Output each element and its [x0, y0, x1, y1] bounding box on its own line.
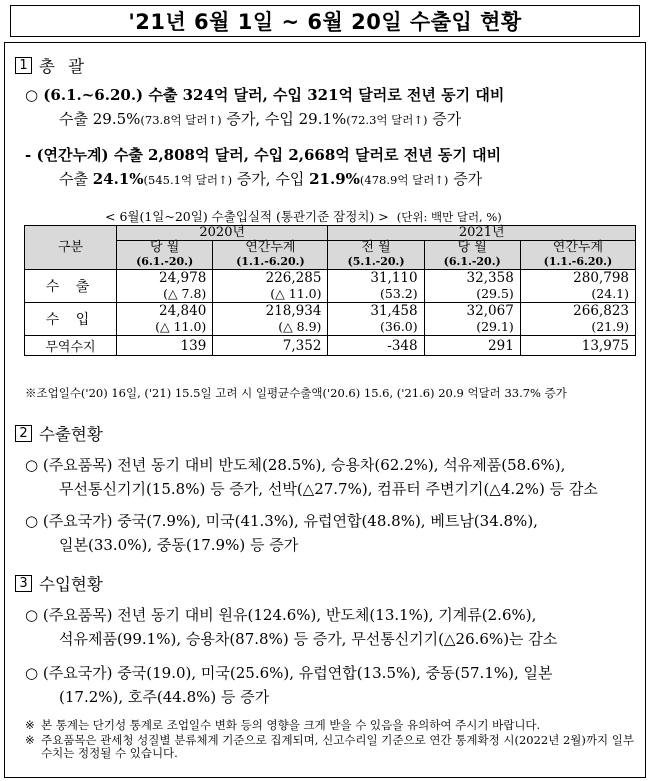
table-unit: (단위: 백만 달러, %) — [396, 210, 502, 224]
export-items-line1: ○ (주요품목) 전년 동기 대비 반도체(28.5%), 승용차(62.2%), 석유제품(58.6%), — [25, 456, 566, 474]
import-countries-line1: ○ (주요국가) 중국(19.0), 미국(25.6%), 유럽연합(13.5%), 중동(57.1%), 일본 — [25, 664, 553, 682]
table-row-balance — [25, 336, 636, 356]
table-cell: 31,458 (36.0) — [328, 303, 424, 336]
table-cell: 31,110 (53.2) — [328, 270, 424, 303]
export-countries-bullet — [25, 509, 637, 557]
summary-bullet-1 — [25, 83, 637, 132]
note-1 — [25, 719, 637, 732]
export-countries-line1: ○ (주요국가) 중국(7.9%), 미국(41.3%), 유럽연합(48.8%), 베트남(34.8%), — [25, 512, 538, 530]
import-countries-line2: (17.2%), 호주(44.8%) 등 증가 — [59, 688, 270, 706]
note-mark: ※ — [25, 718, 35, 732]
row-label-export: 수 출 — [25, 270, 117, 303]
col-2021-prev-month: 전 월 (5.1.-20.) — [328, 241, 424, 270]
table-header-2021: 2021년 — [328, 226, 636, 241]
table-caption — [105, 207, 645, 225]
cumulative-export-rate: 24.1% — [92, 170, 144, 188]
row-label-import: 수 입 — [25, 303, 117, 336]
section-3-number: 3 — [15, 575, 32, 592]
section-2-number: 2 — [15, 425, 32, 442]
table-cell: 218,934 (△ 8.9) — [213, 303, 328, 336]
table-row-import — [25, 303, 636, 336]
table-row-export — [25, 270, 636, 303]
export-items-line2: 무선통신기기(15.8%) 등 증가, 선박(△27.7%), 컴퓨터 주변기기(△4.2%) 등 감소 — [59, 480, 598, 498]
import-countries-bullet — [25, 661, 637, 709]
summary-bullet-1-line1: ○ (6.1.~6.20.) 수출 324억 달러, 수입 321억 달러로 전년 동기 대비 — [25, 86, 505, 104]
section-2-title: 수출현황 — [39, 425, 103, 444]
export-amount-note: (73.8억 달러↑) — [140, 113, 222, 127]
table-header-gubun: 구분 — [25, 226, 117, 270]
title-box — [10, 5, 640, 37]
increase-label: 증가 — [427, 110, 462, 128]
import-items-line1: ○ (주요품목) 전년 동기 대비 원유(124.6%), 반도체(13.1%), 기계류(2.6%), — [25, 606, 537, 624]
summary-bullet-2 — [25, 143, 637, 192]
table-cell: -348 — [328, 336, 424, 356]
working-days-footnote: ※조업일수('20) 16일, ('21) 15.5일 고려 시 일평균수출액('20.6) 15.6, ('21.6) 20.9 억달러 33.7% 증가 — [25, 386, 567, 400]
note-2 — [25, 734, 637, 760]
export-countries-line2: 일본(33.0%), 중동(17.9%) 등 증가 — [59, 536, 299, 554]
import-items-bullet — [25, 603, 637, 651]
cumulative-import-note: (478.9억 달러↑) — [359, 173, 449, 187]
table-header-2020: 2020년 — [117, 226, 328, 241]
import-rate: 증가, 수입 29.1% — [221, 110, 347, 128]
notes — [25, 719, 637, 760]
table-caption-text: < 6월(1일~20일) 수출입실적 (통관기준 잠정치) > — [105, 209, 389, 224]
table-cell: 32,067 (29.1) — [424, 303, 520, 336]
table-cell: 139 — [117, 336, 213, 356]
section-2-heading — [15, 421, 103, 445]
page-title: '21년 6월 1일 ~ 6월 20일 수출입 현황 — [128, 10, 522, 34]
col-2021-cumulative: 연간누계 (1.1.-6.20.) — [520, 241, 635, 270]
table-cell: 280,798 (24.1) — [520, 270, 635, 303]
table-cell: 226,285 (△ 11.0) — [213, 270, 328, 303]
col-2021-month: 당 월 (6.1.-20.) — [424, 241, 520, 270]
cumulative-export-label: 수출 — [59, 170, 93, 188]
col-2020-month: 당 월 (6.1.-20.) — [117, 241, 213, 270]
table-cell: 13,975 — [520, 336, 635, 356]
import-amount-note: (72.3억 달러↑) — [346, 113, 428, 127]
cumulative-increase-label: 증가 — [448, 170, 483, 188]
cumulative-import-rate: 21.9% — [309, 170, 360, 188]
export-items-bullet — [25, 453, 637, 501]
table-cell: 24,978 (△ 7.8) — [117, 270, 213, 303]
section-3-title: 수입현황 — [39, 575, 103, 594]
report-body — [4, 42, 646, 778]
import-items-line2: 석유제품(99.1%), 승용차(87.8%) 등 증가, 무선통신기기(△26.6%)는 감소 — [59, 630, 558, 648]
note-2-text: 주요품목은 관세청 성질별 분류체계 기준으로 집계되며, 신고수리일 기준으로 연간 통계확정 시(2022년 2월)까지 일부 수치는 정정될 수 있습니다. — [41, 733, 634, 760]
section-3-heading — [15, 571, 103, 595]
note-1-text: 본 통계는 단기성 통계로 조업일수 변화 등의 영향을 크게 받을 수 있음을 유의하여 주시기 바랍니다. — [41, 718, 541, 732]
row-label-balance: 무역수지 — [25, 336, 117, 356]
section-1-heading — [15, 53, 88, 77]
table-cell: 291 — [424, 336, 520, 356]
note-mark: ※ — [25, 733, 35, 747]
table-cell: 7,352 — [213, 336, 328, 356]
trade-stats-table — [24, 225, 636, 356]
section-1-number: 1 — [15, 57, 32, 74]
col-2020-cumulative: 연간누계 (1.1.-6.20.) — [213, 241, 328, 270]
cumulative-export-note: (545.1억 달러↑) — [143, 173, 233, 187]
cumulative-import-label: 증가, 수입 — [232, 170, 310, 188]
table-cell: 266,823 (21.9) — [520, 303, 635, 336]
table-cell: 24,840 (△ 11.0) — [117, 303, 213, 336]
table-cell: 32,358 (29.5) — [424, 270, 520, 303]
export-rate: 수출 29.5% — [59, 110, 141, 128]
summary-bullet-2-line1: - (연간누계) 수출 2,808억 달러, 수입 2,668억 달러로 전년 동기 대비 — [25, 146, 502, 164]
section-1-title: 총 괄 — [39, 57, 89, 76]
